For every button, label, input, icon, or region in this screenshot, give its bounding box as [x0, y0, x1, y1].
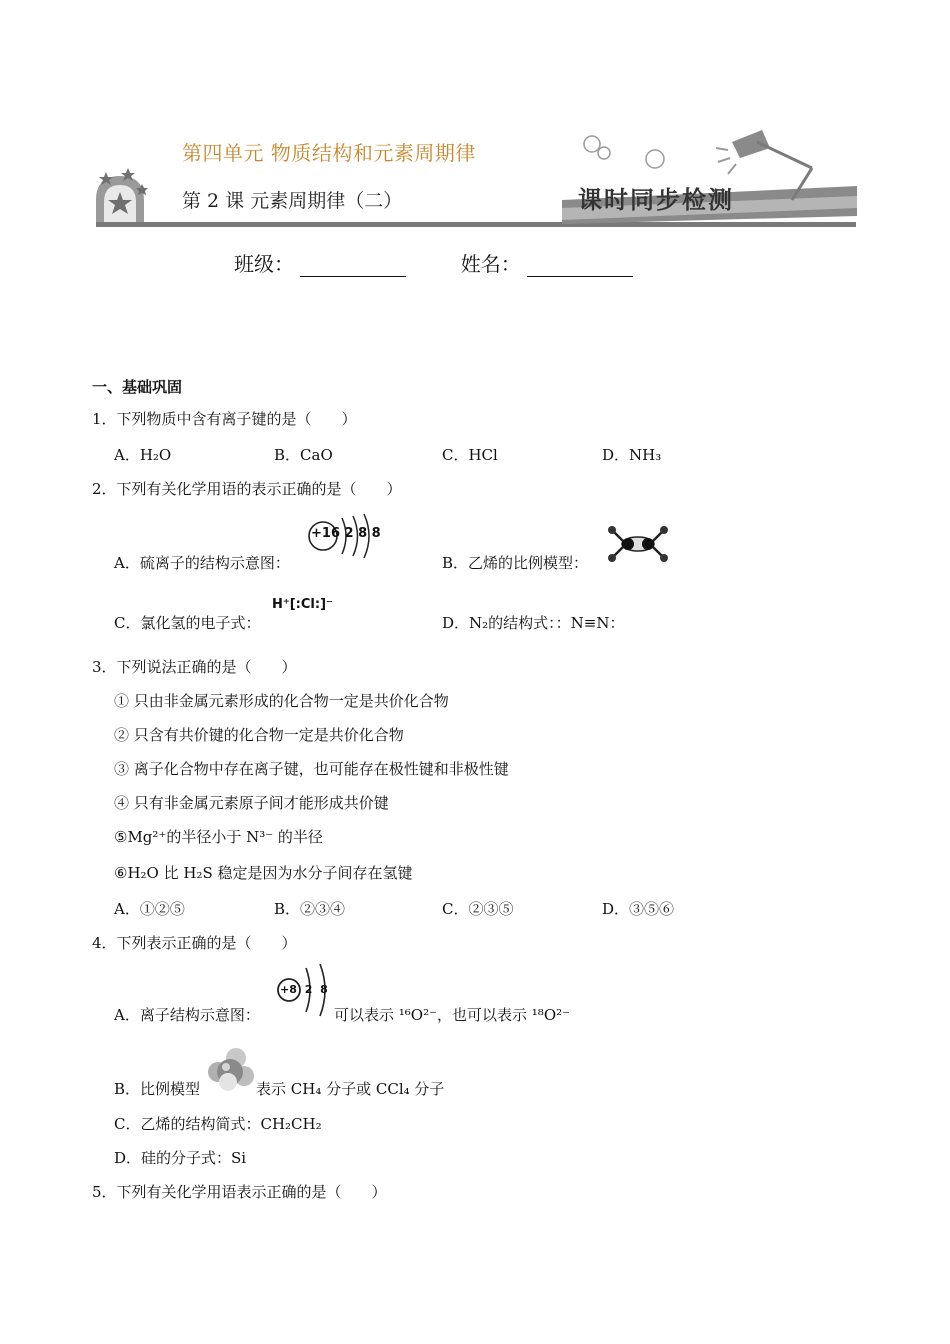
unit-title: 第四单元 物质结构和元素周期律 — [182, 141, 476, 165]
q4-option-d[interactable]: D．硅的分子式：Si — [114, 1149, 247, 1167]
q2-option-c[interactable]: C．氯化氢的电子式： — [114, 614, 261, 632]
q1-option-c[interactable]: C．HCl — [442, 446, 498, 464]
q3-statement-3: ③ 离子化合物中存在离子键，也可能存在极性键和非极性键 — [114, 760, 509, 778]
ethylene-model-icon — [606, 524, 670, 564]
space-filling-model-icon — [206, 1046, 254, 1092]
q1-option-d[interactable]: D．NH₃ — [602, 446, 662, 464]
lesson-title: 第 2 课 元素周期律（二） — [182, 190, 403, 212]
star-badge-icon — [96, 168, 148, 226]
q4-option-b[interactable]: B．比例模型 — [114, 1080, 201, 1098]
q1-option-a[interactable]: A．H₂O — [114, 446, 172, 464]
q2-option-a[interactable]: A．硫离子的结构示意图： — [114, 554, 290, 572]
name-label: 姓名： — [460, 252, 521, 276]
banner-stamp-text: 课时同步检测 — [578, 185, 734, 214]
q1-option-b[interactable]: B．CaO — [274, 446, 333, 464]
q2-option-d[interactable]: D．N₂的结构式：：N≡N： — [442, 614, 625, 632]
class-label: 班级： — [234, 252, 294, 276]
q4-option-b-suffix: 表示 CH₄ 分子或 CCl₄ 分子 — [256, 1080, 445, 1098]
oxygen-ion-diagram — [274, 962, 334, 1018]
q2-option-b[interactable]: B．乙烯的比例模型： — [442, 554, 589, 572]
q4-stem: 4．下列表示正确的是（ ） — [92, 934, 297, 952]
q2-stem: 2．下列有关化学用语的表示正确的是（ ） — [92, 480, 402, 498]
sulfur-ion-diagram — [306, 512, 381, 558]
sulfur-ion-label: +16 2 8 8 — [311, 526, 381, 541]
q3-statement-2: ② 只含有共价键的化合物一定是共价化合物 — [114, 726, 404, 744]
q3-statement-1: ① 只由非金属元素形成的化合物一定是共价化合物 — [114, 692, 449, 710]
q4-option-c[interactable]: C．乙烯的结构简式：CH₂CH₂ — [114, 1115, 322, 1133]
q3-stem: 3．下列说法正确的是（ ） — [92, 658, 297, 676]
q3-statement-6: ⑥H₂O 比 H₂S 稳定是因为水分子间存在氢键 — [114, 864, 413, 882]
q3-option-d[interactable]: D．③⑤⑥ — [602, 900, 675, 918]
q5-stem: 5．下列有关化学用语表示正确的是（ ） — [92, 1183, 387, 1201]
q3-option-b[interactable]: B．②③④ — [274, 900, 346, 918]
oxygen-ion-label: +8 2 8 — [280, 983, 328, 996]
q1-stem: 1．下列物质中含有离子键的是（ ） — [92, 410, 357, 428]
banner-stripe — [96, 222, 856, 227]
section-title: 一、基础巩固 — [92, 378, 183, 396]
q4-option-a[interactable]: A．离子结构示意图： — [114, 1006, 260, 1024]
q3-option-c[interactable]: C．②③⑤ — [442, 900, 514, 918]
q3-option-a[interactable]: A．①②⑤ — [114, 900, 185, 918]
q4-option-a-suffix: 可以表示 ¹⁶O²⁻，也可以表示 ¹⁸O²⁻ — [334, 1006, 571, 1024]
student-info-fields — [234, 248, 681, 277]
q3-statement-4: ④ 只有非金属元素原子间才能形成共价键 — [114, 794, 389, 812]
hcl-electron-formula: H⁺[:Cl:]⁻ — [272, 597, 333, 612]
name-field[interactable] — [527, 256, 633, 277]
class-field[interactable] — [300, 256, 406, 277]
q3-statement-5: ⑤Mg²⁺的半径小于 N³⁻ 的半径 — [114, 828, 323, 846]
